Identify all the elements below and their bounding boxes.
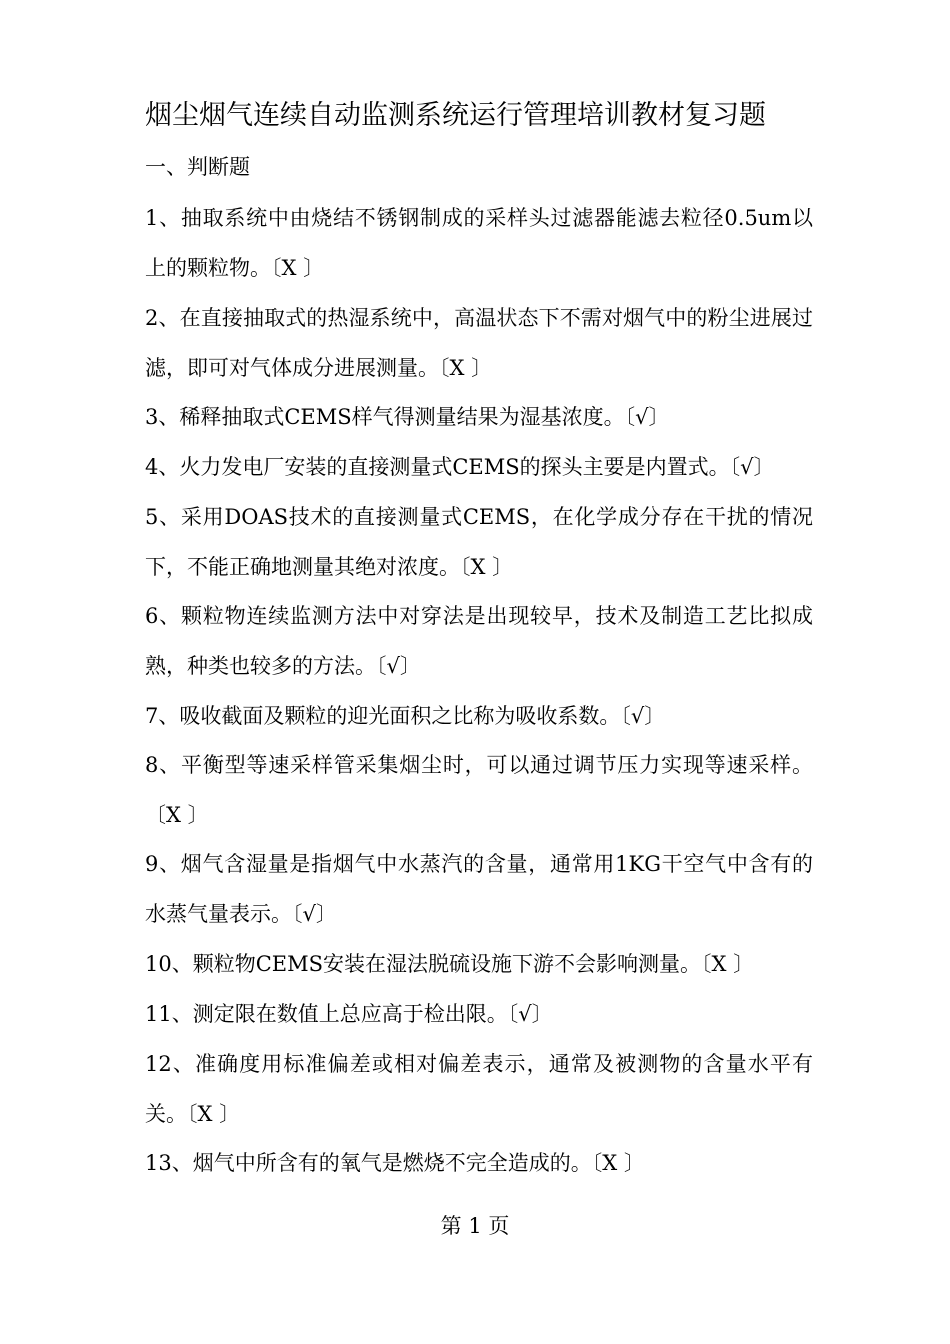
question-item: 13、烟气中所含有的氧气是燃烧不完全造成的。〔X 〕 bbox=[145, 1151, 645, 1175]
question-item: 12、准确度用标准偏差或相对偏差表示，通常及被测物的含量水平有关。〔X 〕 bbox=[145, 1052, 813, 1126]
question-item: 8、平衡型等速采样管采集烟尘时，可以通过调节压力实现等速采样。〔X 〕 bbox=[145, 753, 813, 827]
question-item: 2、在直接抽取式的热湿系统中，高温状态下不需对烟气中的粉尘进展过滤，即可对气体成分进展测量。〔X 〕 bbox=[145, 306, 813, 380]
question-item: 6、颗粒物连续监测方法中对穿法是出现较早，技术及制造工艺比拟成熟，种类也较多的方法。〔√〕 bbox=[145, 604, 813, 678]
document-title: 烟尘烟气连续自动监测系统运行管理培训教材复习题 bbox=[145, 100, 766, 131]
question-item: 4、火力发电厂安装的直接测量式CEMS的探头主要是内置式。〔√〕 bbox=[145, 455, 775, 479]
question-item: 7、吸收截面及颗粒的迎光面积之比称为吸收系数。〔√〕 bbox=[145, 704, 666, 728]
section-heading: 一、判断题 bbox=[145, 155, 250, 179]
question-item: 5、采用DOAS技术的直接测量式CEMS，在化学成分存在干扰的情况下，不能正确地测量其绝对浓度。〔X 〕 bbox=[145, 505, 813, 579]
question-item: 10、颗粒物CEMS安装在湿法脱硫设施下游不会影响测量。〔X 〕 bbox=[145, 952, 755, 976]
question-item: 11、测定限在数值上总应高于检出限。〔√〕 bbox=[145, 1002, 553, 1026]
question-item: 1、抽取系统中由烧结不锈钢制成的采样头过滤器能滤去粒径0.5um以上的颗粒物。〔X 〕 bbox=[145, 206, 813, 280]
question-item: 9、烟气含湿量是指烟气中水蒸汽的含量，通常用1KG干空气中含有的水蒸气量表示。〔√〕 bbox=[145, 852, 813, 926]
question-item: 3、稀释抽取式CEMS样气得测量结果为湿基浓度。〔√〕 bbox=[145, 405, 670, 429]
page-number: 第 1 页 bbox=[440, 1214, 510, 1238]
